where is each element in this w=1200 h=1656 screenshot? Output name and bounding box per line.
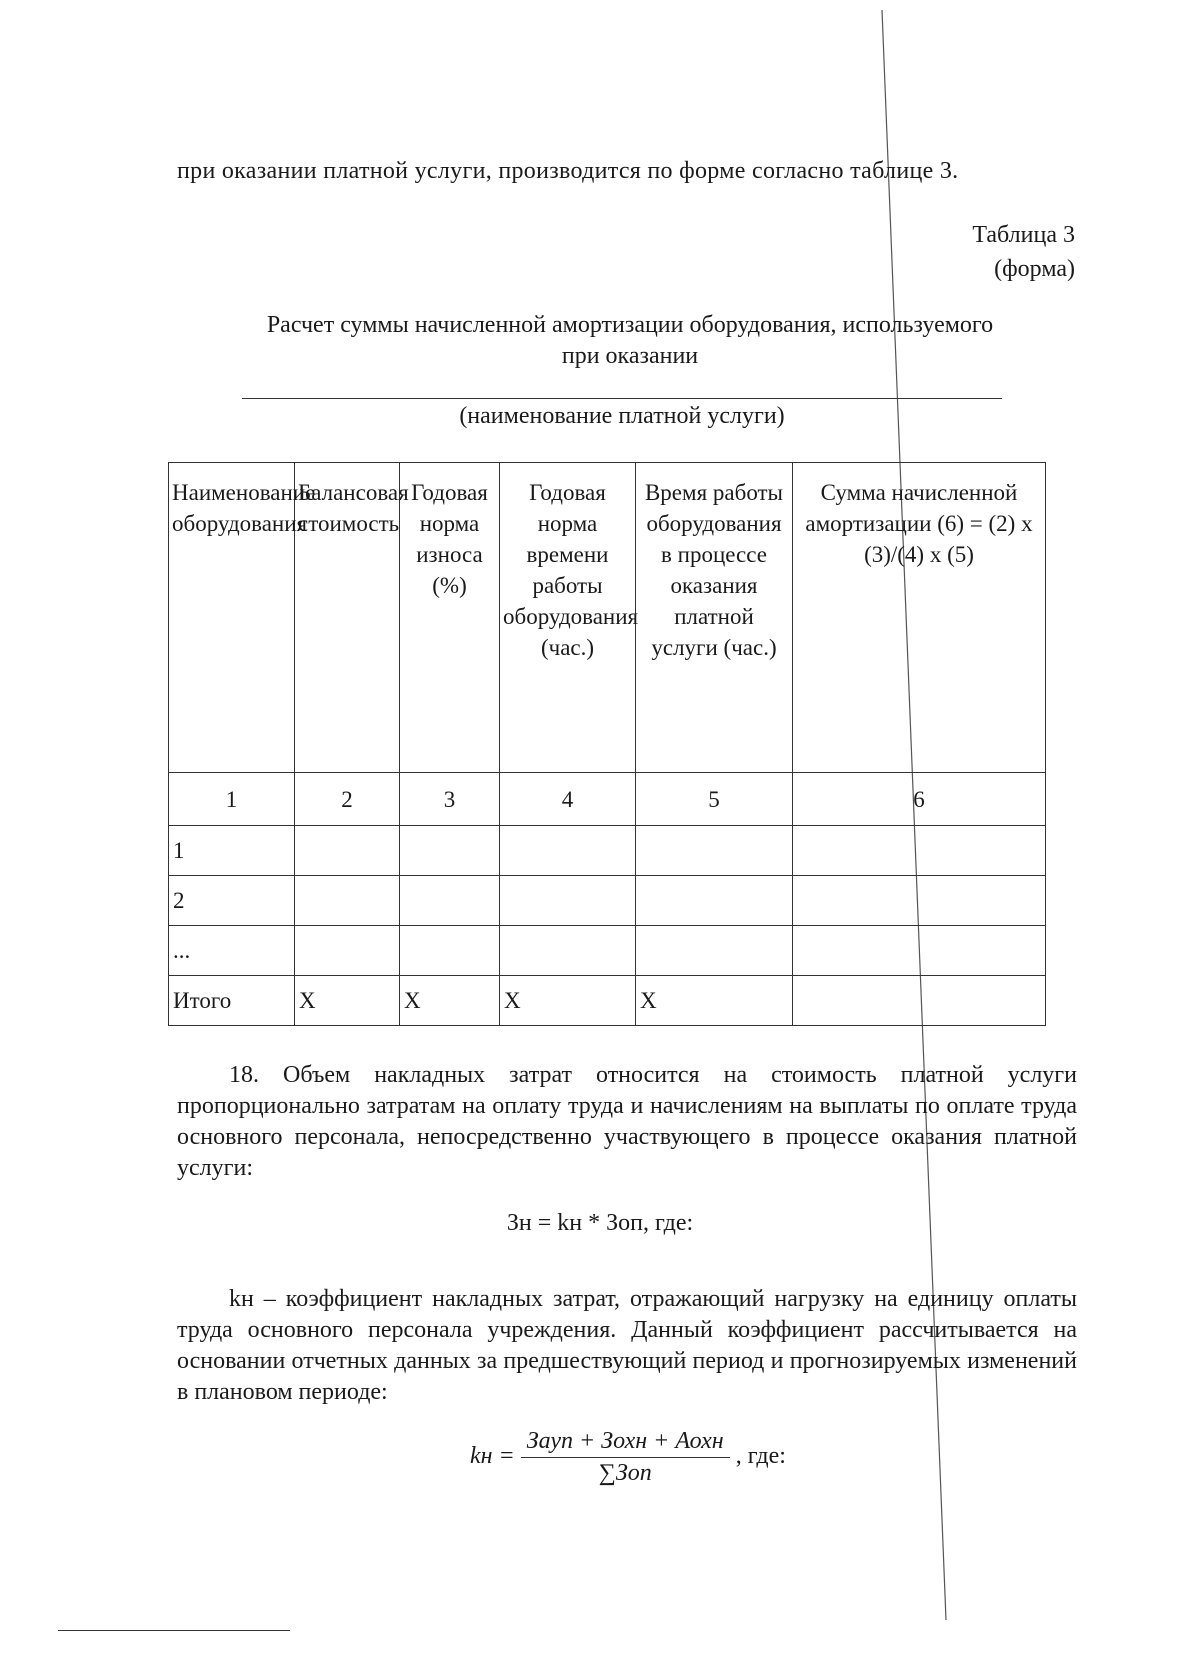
table-row bbox=[169, 826, 1046, 876]
table-header-row bbox=[169, 463, 1046, 773]
table-cell bbox=[400, 926, 500, 976]
formula-suffix: , где: bbox=[735, 1443, 786, 1470]
service-name-caption: (наименование платной услуги) bbox=[459, 403, 785, 429]
column-header: Сумма начисленной амортизации (6) = (2) x (3)/(4) x (5) bbox=[793, 463, 1046, 773]
table-cell bbox=[400, 826, 500, 876]
table-cell bbox=[500, 926, 636, 976]
amortization-table bbox=[168, 462, 1046, 1026]
formula-denominator: ∑Зоп bbox=[598, 1460, 652, 1486]
table-cell: X bbox=[636, 976, 793, 1026]
table-label: Таблица 3 bbox=[972, 222, 1075, 248]
table-cell bbox=[400, 876, 500, 926]
table-cell bbox=[500, 876, 636, 926]
paragraph-kn: kн – коэффициент накладных затрат, отражающий нагрузку на единицу оплаты труда основного персонала учреждения. Данный коэффициент рассчитывается на основании отчетных данных за предшествующий период и прогнозируемых изменений в плановом периоде: bbox=[177, 1286, 1077, 1405]
row-label: ... bbox=[169, 926, 295, 976]
table-cell: X bbox=[295, 976, 400, 1026]
table-title-line-1: Расчет суммы начисленной амортизации оборудования, используемого bbox=[266, 312, 994, 338]
column-number: 6 bbox=[793, 773, 1046, 826]
row-label: 1 bbox=[169, 826, 295, 876]
table-cell bbox=[500, 826, 636, 876]
table-cell: X bbox=[500, 976, 636, 1026]
table-cell bbox=[295, 826, 400, 876]
table-title bbox=[160, 310, 1100, 372]
table-cell bbox=[793, 826, 1046, 876]
column-number-row bbox=[169, 773, 1046, 826]
table-cell bbox=[636, 876, 793, 926]
table-cell: X bbox=[400, 976, 500, 1026]
column-number: 5 bbox=[636, 773, 793, 826]
column-header: Наименование оборудования bbox=[169, 463, 295, 773]
column-header: Время работы оборудования в процессе оказания платной услуги (час.) bbox=[636, 463, 793, 773]
paragraph-18: 18. Объем накладных затрат относится на стоимость платной услуги пропорционально затратам на оплату труда и начислениям на выплаты по оплате труда основного персонала, непосредственно участвующего в процессе оказания платной услуги: bbox=[177, 1062, 1077, 1181]
table-cell bbox=[295, 926, 400, 976]
table-form-label: (форма) bbox=[994, 256, 1075, 282]
table-cell bbox=[793, 976, 1046, 1026]
column-header: Балансовая стоимость bbox=[295, 463, 400, 773]
formula-numerator: Зауп + Зохн + Аохн bbox=[521, 1428, 730, 1458]
table-title-line-2: при оказании bbox=[561, 343, 699, 369]
table-cell bbox=[295, 876, 400, 926]
table-number bbox=[972, 218, 1075, 286]
formula-lhs: kн = bbox=[470, 1443, 515, 1470]
table-row-total bbox=[169, 976, 1046, 1026]
column-number: 3 bbox=[400, 773, 500, 826]
table-cell bbox=[636, 826, 793, 876]
row-label: 2 bbox=[169, 876, 295, 926]
table-row bbox=[169, 876, 1046, 926]
service-name-blank-line bbox=[242, 398, 1002, 399]
table-cell bbox=[793, 926, 1046, 976]
table-row bbox=[169, 926, 1046, 976]
table-cell bbox=[793, 876, 1046, 926]
overhead-formula: Зн = kн * Зоп, где: bbox=[506, 1210, 694, 1236]
column-header: Годовая норма износа (%) bbox=[400, 463, 500, 773]
row-label: Итого bbox=[169, 976, 295, 1026]
column-header: Годовая норма времени работы оборудования (час.) bbox=[500, 463, 636, 773]
footnote-separator bbox=[58, 1630, 290, 1631]
column-number: 4 bbox=[500, 773, 636, 826]
column-number: 1 bbox=[169, 773, 295, 826]
column-number: 2 bbox=[295, 773, 400, 826]
intro-line: при оказании платной услуги, производится по форме согласно таблице 3. bbox=[177, 158, 959, 184]
table-cell bbox=[636, 926, 793, 976]
formula-fraction bbox=[521, 1428, 730, 1487]
coefficient-formula bbox=[470, 1428, 786, 1487]
